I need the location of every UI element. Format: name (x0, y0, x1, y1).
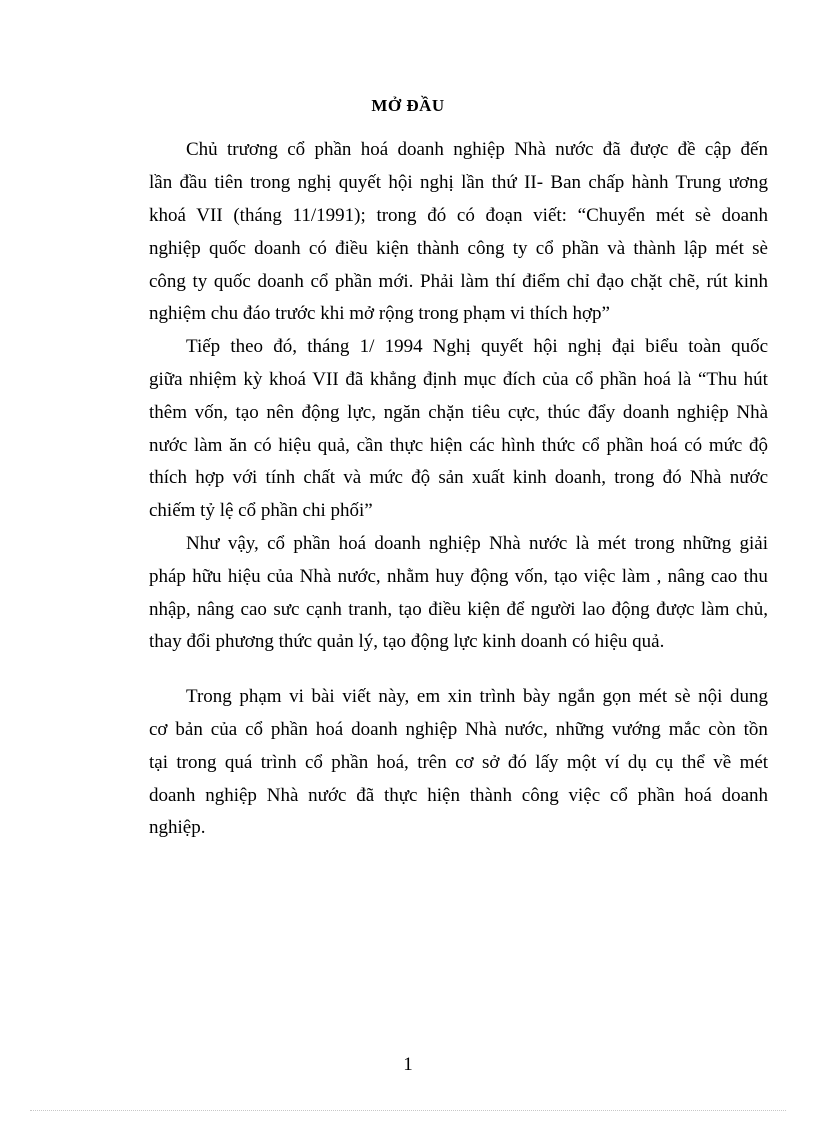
paragraph-2-line-5: thích hợp với tính chất và mức độ sản xuất kinh doanh, trong đó Nhà nước (149, 467, 768, 488)
paragraph-2-line-3: thêm vốn, tạo nên động lực, ngăn chặn tiêu cực, thúc đẩy doanh nghiệp Nhà (149, 402, 769, 423)
page-number: 1 (403, 1054, 413, 1075)
paragraph-2-line-2: giữa nhiệm kỳ khoá VII đã khẳng định mục đích của cổ phần hoá là “Thu hút (149, 369, 768, 390)
paragraph-3-line-1: Như vậy, cổ phần hoá doanh nghiệp Nhà nước là mét trong những giải (186, 533, 768, 554)
paragraph-2-line-4: nước làm ăn có hiệu quả, cần thực hiện các hình thức cổ phần hoá có mức độ (149, 435, 769, 456)
paragraph-4-line-2: cơ bản của cổ phần hoá doanh nghiệp Nhà nước, những vướng mắc còn tồn (149, 719, 768, 740)
paragraph-4-line-5: nghiệp. (149, 817, 206, 838)
paragraph-1-line-1: Chủ trương cổ phần hoá doanh nghiệp Nhà nước đã được đề cập đến (186, 139, 768, 160)
paragraph-1-line-2: lần đầu tiên trong nghị quyết hội nghị lần thứ II- Ban chấp hành Trung ương (149, 172, 768, 193)
paragraph-3-line-3: nhập, nâng cao sưc cạnh tranh, tạo điều kiện để người lao động được làm chủ, (149, 599, 769, 620)
paragraph-3-line-4: thay đổi phương thức quản lý, tạo động lực kinh doanh có hiệu quả. (149, 631, 665, 652)
paragraph-1-line-4: nghiệp quốc doanh có điều kiện thành công ty cổ phần và thành lập mét sè (149, 238, 768, 259)
paragraph-2-line-6: chiếm tỷ lệ cổ phần chi phối” (149, 500, 373, 521)
paragraph-4-line-3: tại trong quá trình cổ phần hoá, trên cơ sở đó lấy một ví dụ cụ thể về mét (149, 752, 769, 773)
page-title: MỞ ĐẦU (371, 96, 445, 115)
paragraph-4-line-1: Trong phạm vi bài viết này, em xin trình bày ngắn gọn mét sè nội dung (186, 686, 768, 707)
paragraph-4-line-4: doanh nghiệp Nhà nước đã thực hiện thành công việc cổ phần hoá doanh (149, 785, 769, 806)
paragraph-1-line-5: công ty quốc doanh cổ phần mới. Phải làm thí điểm chỉ đạo chặt chẽ, rút kinh (149, 271, 769, 292)
page-bottom-divider (30, 1110, 786, 1111)
paragraph-1-line-3: khoá VII (tháng 11/1991); trong đó có đoạn viết: “Chuyển mét sè doanh (149, 205, 768, 226)
paragraph-1-line-6: nghiệm chu đáo trước khi mở rộng trong phạm vi thích hợp” (149, 303, 610, 324)
paragraph-3-line-2: pháp hữu hiệu của Nhà nước, nhằm huy động vốn, tạo việc làm , nâng cao thu (149, 566, 768, 587)
paragraph-2-line-1: Tiếp theo đó, tháng 1/ 1994 Nghị quyết hội nghị đại biểu toàn quốc (186, 336, 769, 357)
